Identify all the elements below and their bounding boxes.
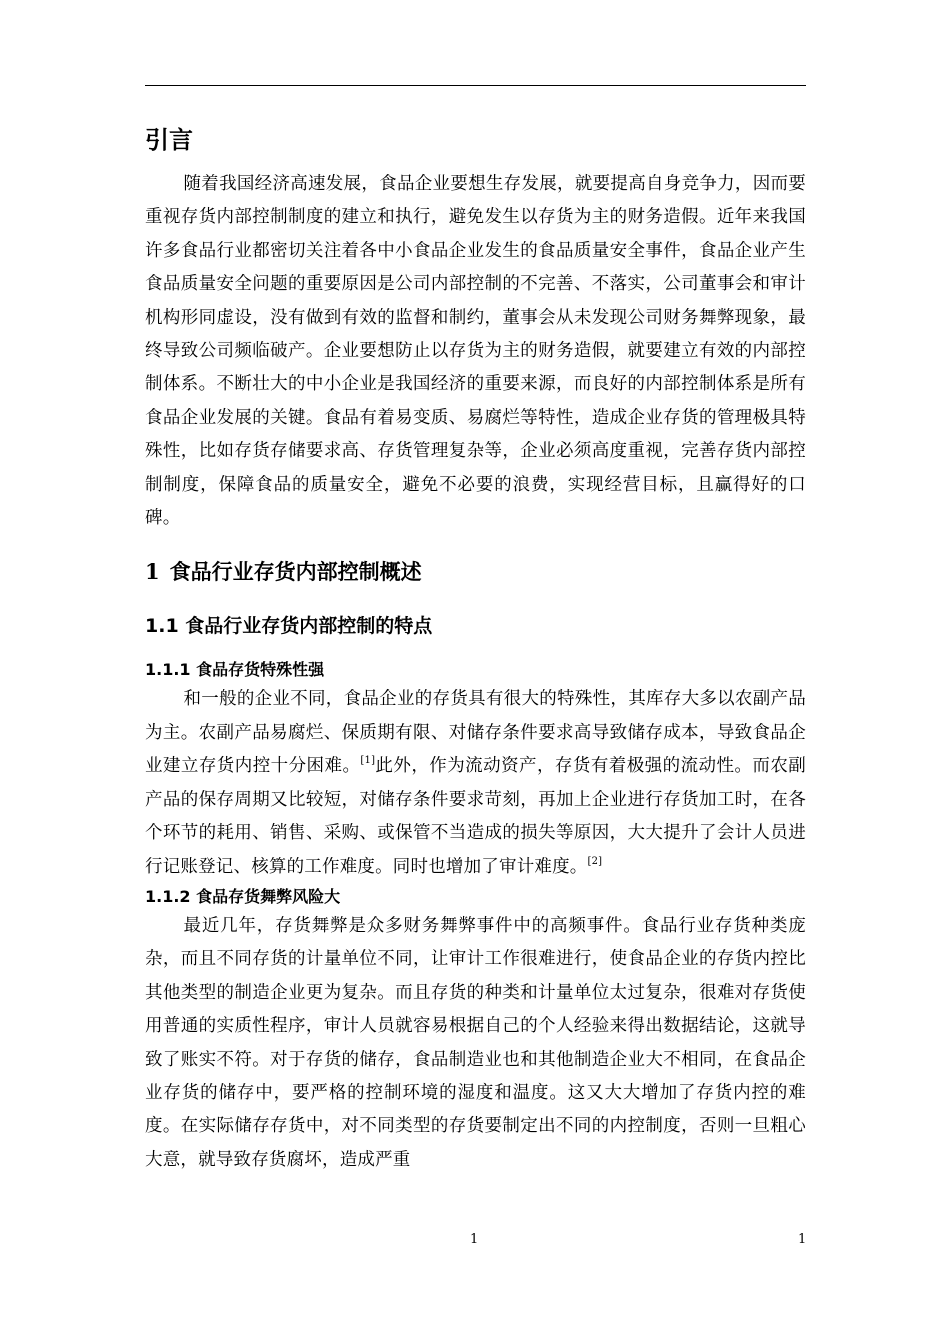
- header-rule: [145, 85, 806, 86]
- section-1-1-1-heading: 1.1.1 食品存货特殊性强: [145, 660, 325, 680]
- section-1-1-1-text-part1: 和一般的企业不同，食品企业的存货具有很大的特殊性，其库存大多以农副产品为主。农副产品易腐烂、保质期有限、对储存条件要求高导致储存成本，导致食品企业建立存货内控十分困难。: [145, 689, 806, 777]
- section-1-heading: [145, 535, 806, 603]
- page-content: [145, 124, 806, 1177]
- section-1-1-heading: 1.1 食品行业存货内部控制的特点: [145, 615, 433, 638]
- section-1-number: 1: [145, 559, 160, 585]
- section-1-1-1-text-part2: 此外，作为流动资产，存货有着极强的流动性。而农副产品的保存周期又比较短，对储存条件要求苛刻，再加上企业进行存货加工时，在各个环节的耗用、销售、采购、或保管不当造成的损失等原因，大大提升了会计人员进行记账登记、核算的工作难度。同时也增加了审计难度。: [145, 756, 806, 877]
- section-1-1-2-paragraph: 最近几年，存货舞弊是众多财务舞弊事件中的高频事件。食品行业存货种类庞杂，而且不同存货的计量单位不同，让审计工作很难进行，使食品企业的存货内控比其他类型的制造企业更为复杂。而且存货的种类和计量单位太过复杂，很难对存货使用普通的实质性程序，审计人员就容易根据自己的个人经验来得出数据结论，这就导致了账实不符。对于存货的储存，食品制造业也和其他制造企业大不相同，在食品企业存货的储存中，要严格的控制环境的湿度和温度。这又大大增加了存货内控的难度。在实际储存存货中，对不同类型的存货要制定出不同的内控制度，否则一旦粗心大意，就导致存货腐坏，造成严重: [145, 915, 806, 1170]
- section-1-1-1-paragraph: [145, 683, 806, 883]
- citation-1[interactable]: [1]: [360, 755, 376, 767]
- section-1-title: 食品行业存货内部控制概述: [169, 560, 422, 585]
- intro-paragraph: 随着我国经济高速发展，食品企业要想生存发展，就要提高自身竞争力，因而要重视存货内部控制制度的建立和执行，避免发生以存货为主的财务造假。近年来我国许多食品行业都密切关注着各中小食品企业发生的食品质量安全事件，食品企业产生食品质量安全问题的重要原因是公司内部控制的不完善、不落实，公司董事会和审计机构形同虚设，没有做到有效的监督和制约，董事会从未发现公司财务舞弊现象，最终导致公司频临破产。企业要想防止以存货为主的财务造假，就要建立有效的内部控制体系。不断壮大的中小企业是我国经济的重要来源，而良好的内部控制体系是所有食品企业发展的关键。食品有着易变质、易腐烂等特性，造成企业存货的管理极具特殊性，比如存货存储要求高、存货管理复杂等，企业必须高度重视，完善存货内部控制制度，保障食品的质量安全，避免不必要的浪费，实现经营目标，且赢得好的口碑。: [145, 174, 806, 529]
- intro-title: 引言: [145, 126, 193, 154]
- page-number-right: 1: [798, 1232, 807, 1247]
- citation-2[interactable]: [2]: [587, 855, 603, 867]
- section-1-1-2-heading: 1.1.2 食品存货舞弊风险大: [145, 886, 341, 906]
- page-number-center: 1: [470, 1232, 479, 1247]
